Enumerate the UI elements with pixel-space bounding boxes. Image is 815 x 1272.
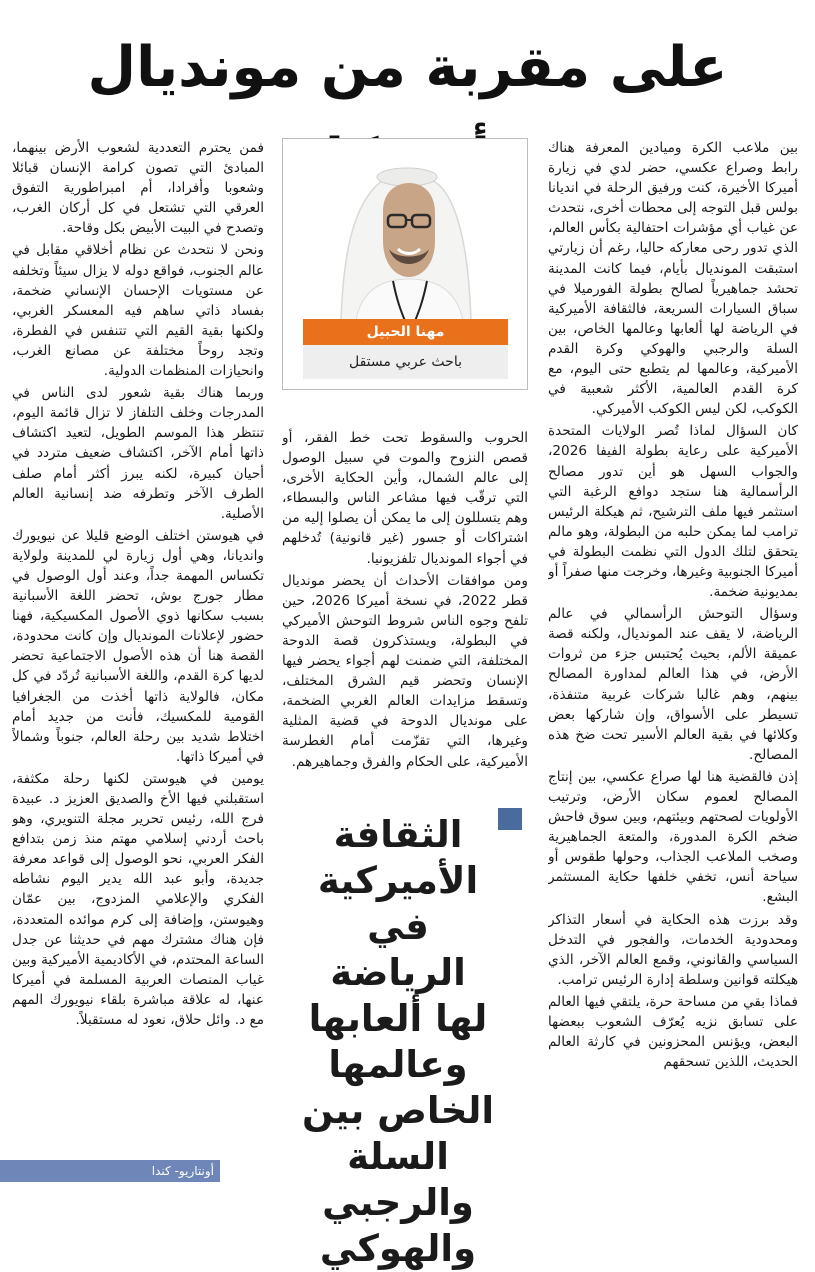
- author-portrait: [301, 151, 509, 321]
- article-column-middle: [282, 428, 528, 848]
- pull-quote-accent-bar: [498, 808, 522, 830]
- paragraph: الحروب والسقوط تحت خط الفقر، أو قصص النزوح والموت في سبيل الوصول إلى عالم الشمال، وأين الحكاية الأخرى، التي ترقّب فيها مشاعر الناس والبسطاء، وهم يتسللون إلى ما يمكن أن يصلوا إليه من اشتراكات أو جسور (غير قانونية) تُدخلهم في أجواء المونديال تلفزيونيا.: [282, 430, 528, 567]
- author-role: باحث عربي مستقل: [303, 345, 508, 379]
- paragraph: وسؤال التوحش الرأسمالي في عالم الرياضة، لا يقف عند المونديال، ولكنه قصة عميقة الألم، بحيث يُحتبس جزء من ثروات الأرض، في هذا العالم لمداورة المصالح بينهم، وهم غالبا شركات غربية متنفذة، تسيطر على الأسواق، وإن شاركها بعض وكلائها في بقية العالم الأسير تحت ضخ هذه المصالح.: [548, 606, 798, 763]
- paragraph: بين ملاعب الكرة وميادين المعرفة هناك رابط وصراع عكسي، حضر لدي في زيارة أميركا الأخيرة، كنت ورفيق الرحلة في انديانا بولس قبل التوجه إلى محطات أخرى، نتحدث عن غياب أي مؤشرات احتفالية بكأس العالم، الذي تدور رحى معاركه حاليا، رغم أن زيارتي استبقت المونديال بأيام، فيما كانت المدينة تحشد جماهيرياً لصالح بطولة الفورميلا في سباق السيارات السريعة، فالثقافة الأميركية في الرياضة لها ألعابها وعالمها الخاص، بين السلة والرجبي والهوكي وكرة القدم الأميركية، وعالمها لم يتطبع حتى اليوم، مع كرة القدم العالمية، الأكثر شعبية في الكوكب، لكن ليس الكوكب الأميركي.: [548, 140, 798, 418]
- paragraph: إذن فالقضية هنا لها صراع عكسي، بين إنتاج المصالح لعموم سكان الأرض، وترتيب الأولويات لصحتهم وبيئتهم، وبين سوق فاحش ضخم الكرة المدورة، والمتعة الجماهيرية وصخب الملاعب الجذاب، وحولها طقوس أو سياحة أنس، تخفي خلفها حكاية المستثمر البشع.: [548, 768, 798, 906]
- paragraph: ومن موافقات الأحداث أن يحضر مونديال قطر 2022، في نسخة أميركا 2026، حين تلفح وجوه الناس شروط التوحش الأميركي في البطولة، ويستذكرون قصة الدوحة المختلفة، التي ضمنت لهم أجواء يحضر فيها الإنسان وتحضر قيم الشرق المختلف، وتسقط مزايدات العالم الغربي الضخمة، على مونديال الدوحة في قضية المثلية وغيرها، التي تقزّمت أمام الغطرسة الأميركية، على الحكام والفرق وجماهيرهم.: [282, 572, 528, 770]
- pull-quote: الثقافة الأميركية في الرياضة لها ألعابها وعالمها الخاص بين السلة والرجبي والهوكي: [301, 813, 495, 1270]
- paragraph: في هيوستن اختلف الوضع قليلا عن نيويورك وانديانا، وهي أول زيارة لي للمدينة ولولاية تكساس المهمة جداً، وعند أول الوصول في مطار جورج بوش، تحضر اللغة الأسبانية بسبب سكانها ذوي الأصول المكسيكية، فهنا حضور لإعلانات المونديال وإن كانت محدودة، القصة هنا أن هذه الأصول الاجتماعية تحضر لديها كرة القدم، واللغة الأسبانية تُردّد في كل مكان، فالولاية ذاتها أخذت من الجغرافيا القومية للمكسيك، فأنت من جديد أمام اختلاط شديد بين رحلة العالم، جنوباً وشمالاً في أميركا ذاتها.: [12, 527, 264, 765]
- paragraph: وقد برزت هذه الحكاية في أسعار التذاكر ومحدودية الخدمات، والفجور في التدخل السياسي والقانوني، وقمع العالم الآخر، الذي هيكلته قوانين وسلطة إدارة الرئيس ترامب.: [548, 911, 798, 988]
- paragraph: يومين في هيوستن لكنها رحلة مكثفة، استقبلني فيها الأخ والصديق العزيز د. عبيدة فرج الله، رئيس تحرير مجلة التنويري، وهو باحث أردني إسلامي مهتم منذ زمن بتدافع الفكر العربي، نحو الوصول إلى قواعد معرفة جديدة، وأبو عبد الله يدير اليوم نشاطه الفكري والإعلامي المزدوج، بين عمّان وهيوستن، وإضافة إلى كرم موائده المتعددة، فإن هناك مشترك مهم في حديثنا عن جدل الساعة المحتدم، في الأكاديمية الأميركية وبين غياب المنصات العربية المسلمة في أميركا عنها، له علاقة مباشرة بلقاء نيويورك المهم مع د. وائل حلاق، نعود له مستقبلاً.: [12, 770, 264, 1029]
- author-name: مهنا الحبيل: [303, 319, 508, 345]
- paragraph: ونحن لا نتحدث عن نظام أخلاقي مقابل في عالم الجنوب، فواقع دوله لا يزال سيئاً وتخلفه عن مستويات الإحسان الإنساني ضخمة، بفساد ذاتي ساهم فيه المعسكر الغربي، ولكنها بقية القيم التي تتنفس في الفطرة، وتجد روحاً مختلفة عن مصانع الغرب، وانحيازات المنظمات الدولية.: [12, 242, 264, 380]
- paragraph: فماذا بقي من مساحة حرة، يلتقي فيها العالم على تسابق نزيه يُعرّف الشعوب ببعضها البعض، ويؤنس المحزونين في كارثة العالم الحديث، اللذين تسحقهم: [548, 993, 798, 1071]
- paragraph: كان السؤال لماذا تُصر الولايات المتحدة الأميركية على رعاية بطولة الفيفا 2026، والجواب السهل هو أين تدور مصالح الرأسمالية هنا ستجد دوافع الرغبة التي استثمر فيها ملف الترشيح، ثم هيكلة الرئيس ترامب لما يمكن حلبه من البطولة، وهو مالم يتحقق لتلك الدول التي نظمت البطولة في أميركا الجنوبية وغيرها، وخرجت منها صفراً أو بمديونية ضخمة.: [548, 423, 798, 601]
- article-column-right: [548, 138, 798, 1188]
- author-box: [282, 138, 528, 390]
- headline: على مقربة من مونديال: [87, 35, 728, 100]
- paragraph: فمن يحترم التعددية لشعوب الأرض بينهما، المبادئ التي تصون كرامة الإنسان قبائلا وشعوبا وأفرادا، أم امبراطورية التفوق العرقي التي تشتعل في كل أركان الغرب، وتصدح في البيت الأبيض بكل وقاحة.: [12, 140, 264, 237]
- paragraph: وربما هناك بقية شعور لدى الناس في المدرجات وخلف التلفاز لا تزال قائمة اليوم، تنتظر هذا الموسم الطويل، لتعيد اكتشاف ذاتها أمام الآخر، اكتشاف ضعيف متردد في أحيان كبيرة، لكنه يبرز أكثر أمام صلف الطرف الآخر وتطرفه ضد إنسانية العالم الأصلية.: [12, 385, 264, 522]
- article-column-left: [12, 138, 264, 1158]
- location-tag: أونتاريو- كندا: [0, 1160, 220, 1182]
